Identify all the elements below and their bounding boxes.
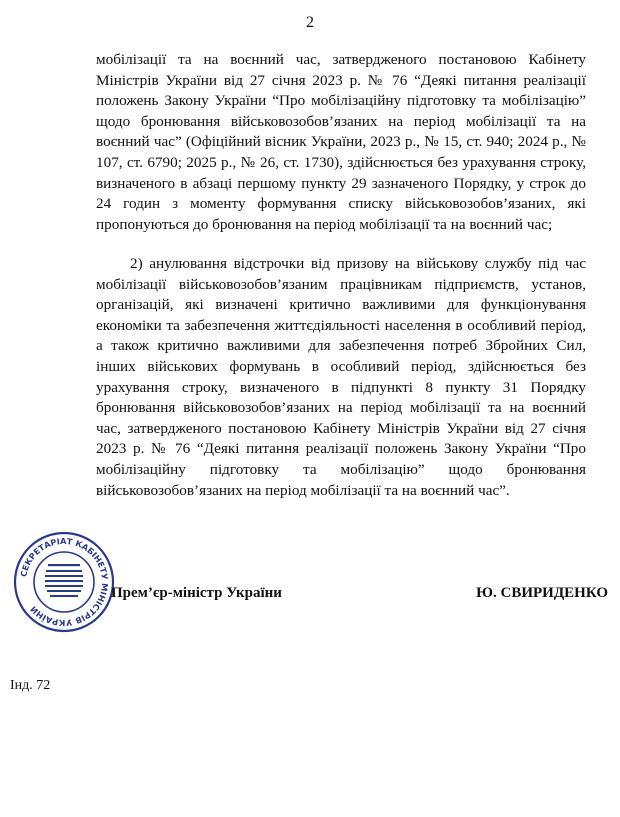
paragraph-2-text: 2) анулювання відстрочки від призову на військову службу під час мобілізації військовозобов’язаним працівникам підприємств, установ, організацій, які визначені критично важливими для функціонування економіки та забезпечення життєдіяльності населення в особливий період, а також критично важливими для забезпечення потреб Збройних Сил, інших військових формувань в особливий період, здійснюється без урахування строку, визначеного в підпункті 8 пункту 31 Порядку бронювання військовозобов’язаних на період мобілізації та на воєнний час, затвердженого постановою Кабінету Міністрів України від 27 січня 2023 р. № 76 “Деякі питання реалізації положень Закону України “Про мобілізаційну підготовку та мобілізацію” щодо бронювання військовозобов’язаних на період мобілізації та на воєнний час”. bbox=[96, 255, 586, 499]
stamp-ring-text: СЕКРЕТАРІАТ КАБІНЕТУ МІНІСТРІВ УКРАЇНИ bbox=[18, 535, 111, 629]
footer-index: Інд. 72 bbox=[10, 678, 51, 693]
official-stamp-icon bbox=[12, 530, 116, 634]
page-number: 2 bbox=[306, 14, 314, 31]
signatory-name: Ю. СВИРИДЕНКО bbox=[476, 585, 608, 601]
paragraph-1: мобілізації та на воєнний час, затвердженого постановою Кабінету Міністрів України від 27 січня 2023 р. № 76 “Деякі питання реалізації положень Закону України “Про мобілізаційну підготовку та мобілізацію” щодо бронювання військовозобов’язаних на період мобілізації та на воєнний час” (Офіційний вісник України, 2023 р., № 15, ст. 940; 2024 р., № 107, ст. 6790; 2025 р., № 26, ст. 1730), здійснюється без урахування строку, визначеного в абзаці першому пункту 29 зазначеного Порядку, у строк до 24 годин з моменту формування списку військовозобов’язаних, які пропонуються до бронювання на період мобілізації та на воєнний час; bbox=[96, 51, 586, 233]
signatory-title: Прем’єр-міністр України bbox=[111, 585, 282, 601]
signature-row bbox=[0, 585, 620, 607]
paragraph-2 bbox=[96, 254, 586, 501]
